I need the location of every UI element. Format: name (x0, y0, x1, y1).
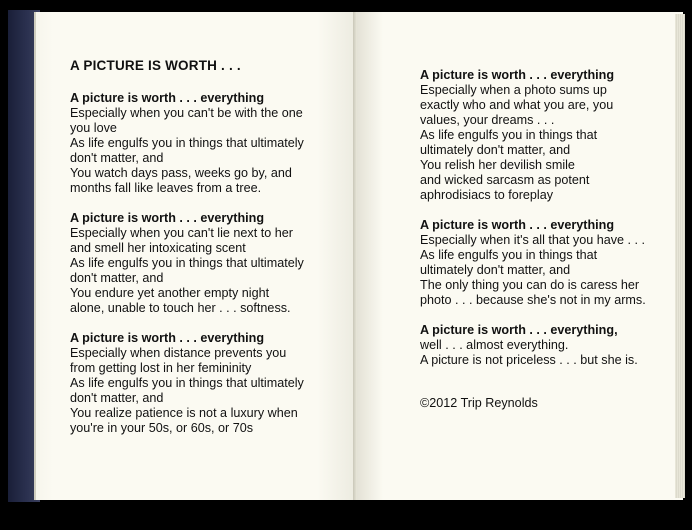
stanza (420, 218, 682, 308)
poem-line: and wicked sarcasm as potent (420, 173, 590, 187)
poem-line: You relish her devilish smile (420, 158, 575, 172)
stanza (70, 91, 355, 196)
poem-line: As life engulfs you in things that (420, 128, 598, 142)
poem-line: you're in your 50s, or 60s, or 70s (70, 421, 254, 435)
stanza (420, 68, 682, 203)
poem-line: and smell her intoxicating scent (70, 241, 246, 255)
poem-line: you love (70, 121, 117, 135)
poem-line: don't matter, and (70, 391, 164, 405)
poem-line: As life engulfs you in things that ultimately (70, 136, 304, 150)
stanza-heading: A picture is worth . . . everything (70, 211, 265, 225)
poem-line: values, your dreams . . . (420, 113, 555, 127)
poem-line: You realize patience is not a luxury when (70, 406, 298, 420)
poem-line: Especially when it's all that you have . . . (420, 233, 646, 247)
poem-title: A PICTURE IS WORTH . . . (70, 58, 241, 73)
page-block-edge (675, 14, 685, 498)
poem-line: aphrodisiacs to foreplay (420, 188, 554, 202)
poem-line: exactly who and what you are, you (420, 98, 614, 112)
right-page-content (420, 68, 682, 411)
stanza-heading: A picture is worth . . . everything (420, 68, 615, 82)
stanza-heading: A picture is worth . . . everything, (420, 323, 618, 337)
poem-line: months fall like leaves from a tree. (70, 181, 262, 195)
poem-line: As life engulfs you in things that ultimately (70, 256, 304, 270)
left-page-content (70, 58, 355, 451)
poem-line: As life engulfs you in things that ultimately (70, 376, 304, 390)
poem-line: Especially when you can't lie next to her (70, 226, 293, 240)
poem-line: ultimately don't matter, and (420, 143, 571, 157)
stanza-heading: A picture is worth . . . everything (70, 331, 265, 345)
stanza-heading: A picture is worth . . . everything (420, 218, 615, 232)
poem-line: alone, unable to touch her . . . softness. (70, 301, 291, 315)
stanza (420, 323, 682, 368)
poem-line: You endure yet another empty night (70, 286, 270, 300)
poem-line: don't matter, and (70, 151, 164, 165)
poem-line: well . . . almost everything. (420, 338, 569, 352)
poem-line: You watch days pass, weeks go by, and (70, 166, 292, 180)
poem-line: As life engulfs you in things that (420, 248, 598, 262)
right-page (357, 12, 683, 500)
poem-line: Especially when distance prevents you (70, 346, 287, 360)
copyright-notice: ©2012 Trip Reynolds (420, 396, 538, 410)
poem-line: don't matter, and (70, 271, 164, 285)
poem-line: The only thing you can do is caress her (420, 278, 640, 292)
poem-line: Especially when a photo sums up (420, 83, 607, 97)
poem-line: ultimately don't matter, and (420, 263, 571, 277)
poem-line: Especially when you can't be with the one (70, 106, 303, 120)
stanza-heading: A picture is worth . . . everything (70, 91, 265, 105)
poem-line: A picture is not priceless . . . but she is. (420, 353, 638, 367)
poem-line: photo . . . because she's not in my arms. (420, 293, 646, 307)
left-page (34, 12, 357, 500)
stanza (70, 211, 355, 316)
stanza (70, 331, 355, 436)
poem-line: from getting lost in her femininity (70, 361, 252, 375)
